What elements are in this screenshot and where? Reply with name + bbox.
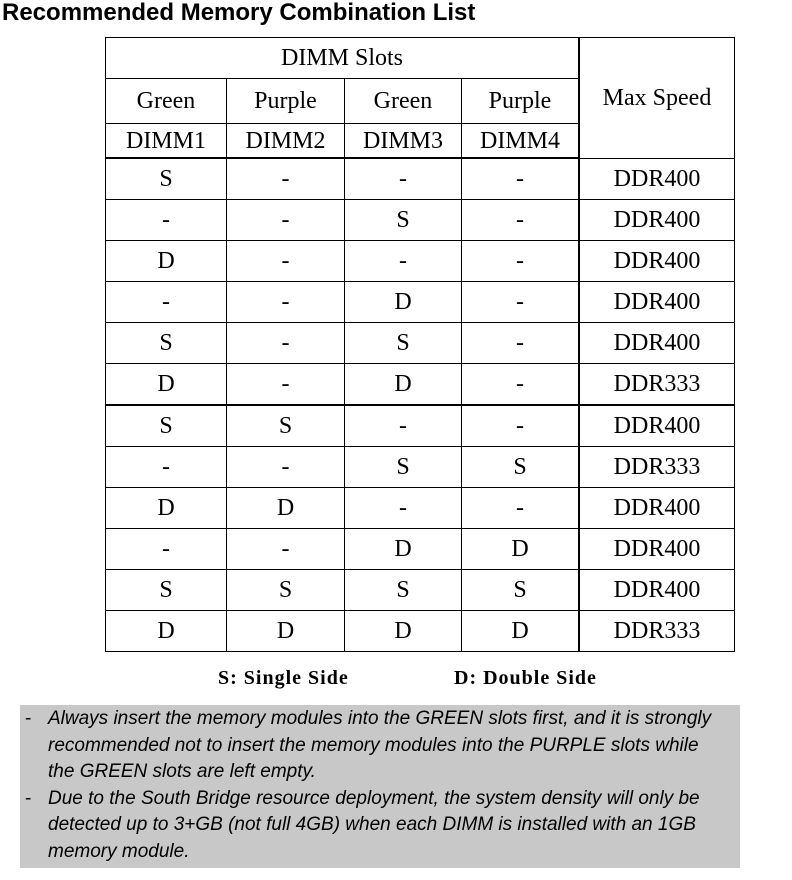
dimm-cell: - — [462, 323, 580, 364]
max-speed-cell: DDR400 — [579, 529, 735, 570]
table-row — [106, 447, 735, 488]
dimm-cell: S — [345, 447, 462, 488]
note-text: Always insert the memory modules into the GREEN slots first, and it is strongly recommended not to insert the memory modules into the PURPLE slots while the GREEN slots are left empty. — [48, 708, 712, 782]
dimm-cell: D — [227, 488, 345, 529]
dimm-cell: - — [106, 200, 227, 241]
dimm-cell: D — [345, 364, 462, 406]
memory-combination-table — [105, 37, 735, 652]
slot-color-header: Green — [106, 79, 227, 124]
table-row — [106, 405, 735, 447]
table-body — [106, 158, 735, 652]
max-speed-cell: DDR400 — [579, 158, 735, 200]
note-item — [20, 786, 740, 866]
legend-double-side: D: Double Side — [454, 667, 597, 689]
table-row — [106, 200, 735, 241]
max-speed-cell: DDR400 — [579, 323, 735, 364]
table-row — [106, 282, 735, 323]
legend-single-side: S: Single Side — [218, 667, 349, 689]
table-row — [106, 323, 735, 364]
dimm-cell: D — [462, 611, 580, 652]
table-row — [106, 488, 735, 529]
dimm-cell: - — [227, 158, 345, 200]
max-speed-cell: DDR400 — [579, 241, 735, 282]
slot-color-header: Purple — [462, 79, 580, 124]
dimm-cell: - — [462, 364, 580, 406]
dimm-cell: D — [462, 529, 580, 570]
note-dash: - — [25, 708, 32, 729]
dimm-cell: - — [227, 364, 345, 406]
dimm-cell: - — [462, 405, 580, 447]
dimm-cell: D — [345, 529, 462, 570]
dimm-cell: D — [345, 611, 462, 652]
dimm-cell: - — [227, 529, 345, 570]
dimm-cell: - — [345, 405, 462, 447]
dimm-cell: - — [106, 529, 227, 570]
slot-name-header: DIMM2 — [227, 124, 345, 159]
slot-name-header: DIMM3 — [345, 124, 462, 159]
dimm-cell: - — [227, 200, 345, 241]
dimm-cell: - — [227, 447, 345, 488]
dimm-cell: S — [106, 405, 227, 447]
dimm-cell: S — [227, 570, 345, 611]
dimm-cell: S — [106, 570, 227, 611]
dimm-cell: - — [227, 282, 345, 323]
dimm-cell: S — [106, 158, 227, 200]
table-row — [106, 241, 735, 282]
max-speed-cell: DDR333 — [579, 611, 735, 652]
dimm-cell: - — [345, 488, 462, 529]
note-text: Due to the South Bridge resource deployment, the system density will only be detected up to 3+GB (not full 4GB) when each DIMM is installed with an 1GB memory module. — [48, 787, 700, 862]
dimm-cell: D — [106, 611, 227, 652]
table-row — [106, 611, 735, 652]
dimm-cell: S — [106, 323, 227, 364]
dimm-cell: - — [462, 282, 580, 323]
table-row — [106, 570, 735, 611]
max-speed-cell: DDR333 — [579, 447, 735, 488]
page-title: Recommended Memory Combination List — [2, 0, 476, 26]
max-speed-cell: DDR400 — [579, 570, 735, 611]
notes-box — [20, 705, 740, 868]
table-header-row-group — [106, 38, 735, 79]
dimm-cell: D — [106, 241, 227, 282]
dimm-cell: S — [345, 323, 462, 364]
table-row — [106, 529, 735, 570]
dimm-cell: S — [345, 200, 462, 241]
max-speed-cell: DDR400 — [579, 405, 735, 447]
dimm-cell: - — [462, 158, 580, 200]
dimm-cell: D — [227, 611, 345, 652]
note-item — [20, 706, 740, 786]
max-speed-cell: DDR400 — [579, 282, 735, 323]
dimm-cell: S — [462, 570, 580, 611]
dimm-cell: D — [345, 282, 462, 323]
table-row — [106, 158, 735, 200]
slot-name-header: DIMM4 — [462, 124, 580, 159]
max-speed-header: Max Speed — [579, 38, 735, 159]
dimm-cell: S — [227, 405, 345, 447]
dimm-cell: S — [462, 447, 580, 488]
max-speed-cell: DDR333 — [579, 364, 735, 406]
dimm-cell: - — [227, 323, 345, 364]
dimm-cell: - — [462, 241, 580, 282]
dimm-cell: D — [106, 364, 227, 406]
dimm-cell: - — [106, 447, 227, 488]
dimm-slots-header: DIMM Slots — [106, 38, 580, 79]
slot-color-header: Purple — [227, 79, 345, 124]
table-row — [106, 364, 735, 406]
dimm-cell: - — [462, 200, 580, 241]
dimm-cell: D — [106, 488, 227, 529]
slot-name-header: DIMM1 — [106, 124, 227, 159]
dimm-cell: - — [227, 241, 345, 282]
slot-color-header: Green — [345, 79, 462, 124]
note-dash: - — [25, 787, 32, 809]
dimm-cell: - — [345, 158, 462, 200]
dimm-cell: - — [106, 282, 227, 323]
max-speed-cell: DDR400 — [579, 488, 735, 529]
max-speed-cell: DDR400 — [579, 200, 735, 241]
dimm-cell: - — [462, 488, 580, 529]
dimm-cell: S — [345, 570, 462, 611]
dimm-cell: - — [345, 241, 462, 282]
